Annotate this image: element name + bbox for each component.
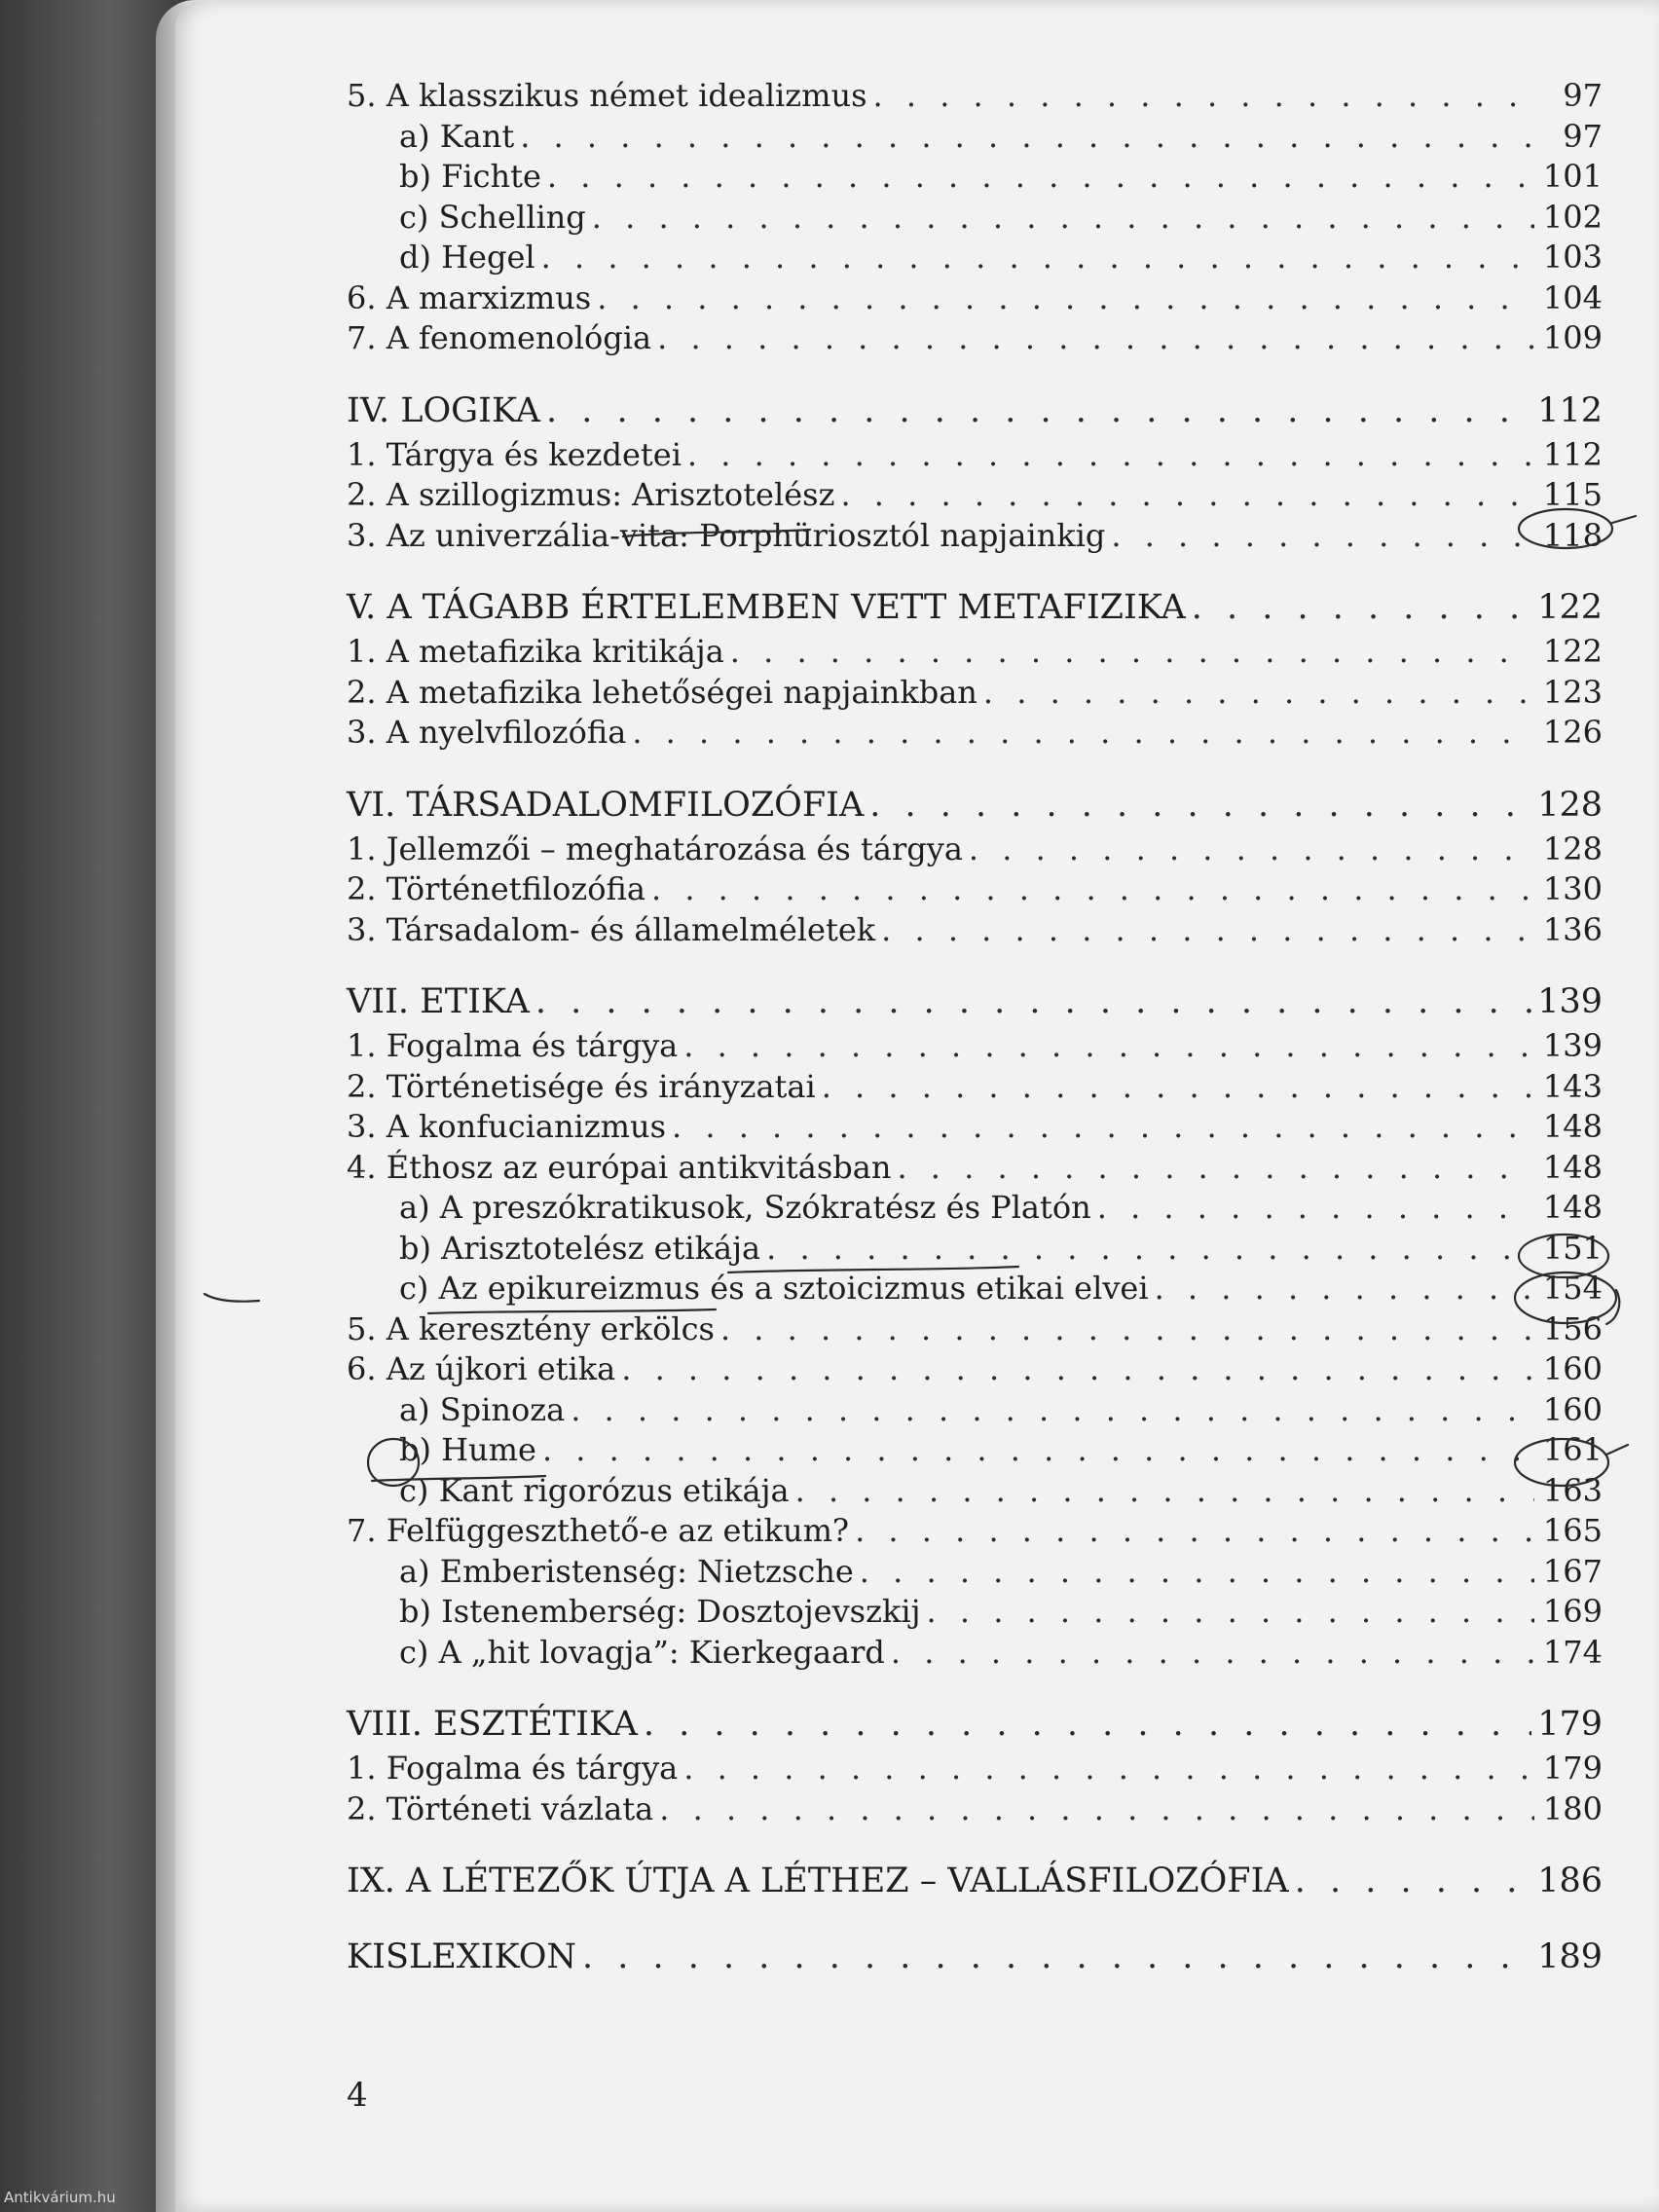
toc-entry-title: 1. Jellemzői – meghatározása és tárgya: [347, 830, 963, 867]
toc-entry: [347, 673, 1603, 714]
dot-leader: [795, 1471, 1534, 1512]
toc-entry-title: b) Arisztotelész etikája: [399, 1229, 761, 1267]
toc-entry: [347, 713, 1603, 754]
toc-entry: [347, 318, 1603, 359]
toc-entry-page: 156: [1542, 1309, 1603, 1347]
toc-entry-page: 160: [1542, 1350, 1603, 1387]
toc-entry: [347, 516, 1603, 557]
toc-entry-title: 6. Az újkori etika: [347, 1350, 616, 1387]
toc-entry: [347, 1430, 1603, 1471]
toc-entry-page: 128: [1537, 785, 1603, 825]
toc-entry-title: V. A TÁGABB ÉRTELEMBEN VETT METAFIZIKA: [347, 588, 1186, 627]
toc-entry-title: c) A „hit lovagja”: Kierkegaard: [399, 1633, 885, 1671]
toc-entry: [347, 1857, 1603, 1905]
dot-leader: [983, 673, 1534, 714]
toc-entry-title: IV. LOGIKA: [347, 390, 540, 430]
dot-leader: [1155, 1269, 1534, 1309]
dot-leader: [582, 1933, 1531, 1981]
watermark: Antikvárium.hu: [4, 2189, 116, 2206]
toc-entry: [347, 1471, 1603, 1512]
dot-leader: [855, 1511, 1534, 1552]
toc-entry-page: 112: [1542, 435, 1603, 473]
toc-entry-title: a) Spinoza: [399, 1390, 566, 1428]
toc-entry-title: a) A preszókratikusok, Szókratész és Platón: [399, 1189, 1091, 1226]
dot-leader: [1111, 516, 1534, 557]
toc-entry: [347, 1067, 1603, 1108]
toc-entry-title: 3. Társadalom- és államelméletek: [347, 910, 876, 948]
toc-entry: [347, 910, 1603, 951]
table-of-contents: [347, 76, 1603, 1981]
toc-entry: [347, 1592, 1603, 1633]
toc-entry-title: 5. A klasszikus német idealizmus: [347, 77, 867, 114]
dot-leader: [672, 1107, 1534, 1148]
toc-entry-title: 1. Tárgya és kezdetei: [347, 435, 682, 473]
toc-entry-page: 148: [1542, 1189, 1603, 1226]
toc-entry-page: 151: [1542, 1229, 1603, 1267]
toc-entry-page: 136: [1542, 910, 1603, 948]
toc-entry-title: b) Fichte: [399, 158, 541, 195]
toc-entry: [347, 1633, 1603, 1674]
toc-entry-title: 3. A konfucianizmus: [347, 1108, 667, 1145]
toc-entry-page: 104: [1542, 278, 1603, 316]
toc-entry-title: 2. Történetisége és irányzatai: [347, 1067, 816, 1105]
toc-entry-page: 128: [1542, 830, 1603, 867]
toc-entry-title: 2. A szillogizmus: Arisztotelész: [347, 476, 835, 513]
toc-entry: [347, 1700, 1603, 1749]
toc-entry-page: 139: [1537, 982, 1603, 1021]
toc-entry-title: 7. Felfüggeszthető-e az etikum?: [347, 1512, 850, 1549]
toc-entry-title: a) Kant: [399, 117, 515, 155]
dot-leader: [1295, 1857, 1532, 1905]
dot-leader: [687, 435, 1534, 476]
toc-entry-title: c) Schelling: [399, 198, 586, 236]
toc-entry-page: 174: [1542, 1633, 1603, 1671]
toc-entry-page: 109: [1542, 319, 1603, 356]
toc-entry-page: 163: [1542, 1471, 1603, 1509]
toc-entry: [347, 869, 1603, 910]
toc-entry-page: 169: [1542, 1593, 1603, 1630]
toc-entry: [347, 1789, 1603, 1830]
toc-entry: [347, 198, 1603, 239]
toc-entry-page: 126: [1542, 714, 1603, 751]
toc-entry-title: 1. Fogalma és tárgya: [347, 1750, 679, 1787]
toc-entry-title: KISLEXIKON: [347, 1937, 577, 1976]
toc-entry-page: 112: [1537, 390, 1603, 430]
toc-entry: [347, 1107, 1603, 1148]
dot-leader: [683, 1749, 1534, 1789]
toc-entry-title: IX. A LÉTEZŐK ÚTJA A LÉTHEZ – VALLÁSFILOZÓFIA: [347, 1862, 1289, 1900]
dot-leader: [535, 977, 1531, 1026]
toc-entry-title: a) Emberistenség: Nietzsche: [399, 1552, 854, 1590]
toc-entry-page: 160: [1542, 1390, 1603, 1428]
dot-leader: [520, 117, 1534, 158]
toc-entry-page: 154: [1542, 1270, 1603, 1307]
toc-entry-title: d) Hegel: [399, 239, 535, 276]
dot-leader: [597, 278, 1534, 319]
toc-entry-page: 97: [1563, 117, 1603, 155]
dot-leader: [927, 1592, 1535, 1633]
toc-entry: [347, 1148, 1603, 1189]
toc-entry: [347, 977, 1603, 1026]
toc-entry: [347, 781, 1603, 830]
toc-entry: [347, 278, 1603, 319]
toc-entry-page: 97: [1563, 77, 1603, 114]
toc-entry: [347, 387, 1603, 435]
dot-leader: [766, 1229, 1534, 1270]
toc-entry: [347, 1188, 1603, 1229]
dot-leader: [1192, 583, 1531, 632]
toc-entry: [347, 1269, 1603, 1309]
toc-entry-title: VIII. ESZTÉTIKA: [347, 1705, 638, 1744]
toc-entry-page: 115: [1542, 476, 1603, 513]
toc-entry: [347, 475, 1603, 516]
toc-entry-title: VI. TÁRSADALOMFILOZÓFIA: [347, 785, 865, 825]
dot-leader: [592, 198, 1534, 239]
dot-leader: [860, 1552, 1534, 1593]
toc-entry: [347, 1749, 1603, 1789]
toc-entry: [347, 583, 1603, 632]
toc-entry-page: 130: [1542, 870, 1603, 907]
toc-entry-page: 167: [1542, 1552, 1603, 1590]
toc-entry-title: c) Az epikureizmus és a sztoicizmus etikai elvei: [399, 1270, 1149, 1307]
toc-entry: [347, 1511, 1603, 1552]
dot-leader: [822, 1067, 1534, 1108]
toc-entry-title: b) Istenemberség: Dosztojevszkij: [399, 1593, 921, 1630]
toc-entry-page: 180: [1542, 1789, 1603, 1827]
dot-leader: [651, 869, 1534, 910]
toc-entry: [347, 76, 1603, 117]
toc-entry-title: 1. Fogalma és tárgya: [347, 1027, 679, 1064]
toc-entry-title: 2. Történeti vázlata: [347, 1789, 654, 1827]
toc-entry-page: 139: [1542, 1027, 1603, 1064]
toc-entry-page: 161: [1542, 1431, 1603, 1468]
toc-entry-title: 3. A nyelvfilozófia: [347, 714, 627, 751]
toc-entry-page: 102: [1542, 198, 1603, 236]
dot-leader: [632, 713, 1534, 754]
dot-leader: [547, 157, 1534, 198]
toc-entry-title: 4. Éthosz az európai antikvitásban: [347, 1148, 892, 1186]
toc-entry-page: 122: [1537, 588, 1603, 627]
toc-entry: [347, 117, 1603, 158]
dot-leader: [621, 1349, 1534, 1390]
dot-leader: [730, 632, 1534, 673]
dot-leader: [657, 318, 1534, 359]
toc-entry-title: 2. Történetfilozófia: [347, 870, 645, 907]
page-number: 4: [347, 2076, 368, 2115]
toc-entry-page: 101: [1542, 158, 1603, 195]
toc-entry-page: 165: [1542, 1512, 1603, 1549]
toc-entry: [347, 1933, 1603, 1981]
toc-entry-page: 179: [1537, 1705, 1603, 1744]
toc-entry-title: c) Kant rigorózus etikája: [399, 1471, 790, 1509]
toc-entry-title: VII. ETIKA: [347, 982, 530, 1021]
toc-entry-page: 103: [1542, 239, 1603, 276]
toc-entry-page: 186: [1537, 1862, 1603, 1900]
dot-leader: [546, 387, 1531, 435]
toc-entry: [347, 632, 1603, 673]
dot-leader: [969, 830, 1534, 870]
toc-entry-page: 179: [1542, 1750, 1603, 1787]
toc-entry: [347, 238, 1603, 278]
toc-entry: [347, 1229, 1603, 1270]
toc-entry-page: 143: [1542, 1067, 1603, 1105]
toc-entry: [347, 830, 1603, 870]
toc-entry: [347, 157, 1603, 198]
toc-entry-title: b) Hume: [399, 1431, 536, 1468]
toc-entry-page: 189: [1537, 1937, 1603, 1976]
dot-leader: [542, 1430, 1534, 1471]
dot-leader: [891, 1633, 1534, 1674]
dot-leader: [840, 475, 1534, 516]
dot-leader: [897, 1148, 1534, 1189]
toc-entry-page: 118: [1542, 516, 1603, 554]
toc-entry: [347, 1309, 1603, 1350]
toc-entry-title: 1. A metafizika kritikája: [347, 633, 724, 670]
toc-entry: [347, 1390, 1603, 1431]
dot-leader: [873, 76, 1534, 117]
toc-entry-page: 122: [1542, 633, 1603, 670]
dot-leader: [659, 1789, 1534, 1830]
dot-leader: [571, 1390, 1534, 1431]
toc-entry-title: 2. A metafizika lehetőségei napjainkban: [347, 673, 977, 711]
dot-leader: [683, 1026, 1534, 1067]
toc-entry-title: 5. A keresztény erkölcs: [347, 1309, 715, 1347]
toc-entry: [347, 1026, 1603, 1067]
dot-leader: [644, 1700, 1531, 1749]
dot-leader: [720, 1309, 1534, 1350]
dot-leader: [881, 910, 1534, 951]
toc-entry-page: 123: [1542, 673, 1603, 711]
toc-entry-page: 148: [1542, 1108, 1603, 1145]
toc-entry-title: 6. A marxizmus: [347, 278, 592, 316]
toc-entry-title: 7. A fenomenológia: [347, 319, 652, 356]
toc-entry: [347, 435, 1603, 476]
toc-entry: [347, 1552, 1603, 1593]
dot-leader: [541, 238, 1534, 278]
toc-entry: [347, 1349, 1603, 1390]
toc-entry-title: 3. Az univerzália-vita: Porphüriosztól napjainkig: [347, 516, 1106, 554]
dot-leader: [869, 781, 1531, 830]
toc-entry-page: 148: [1542, 1148, 1603, 1186]
dot-leader: [1097, 1188, 1534, 1229]
